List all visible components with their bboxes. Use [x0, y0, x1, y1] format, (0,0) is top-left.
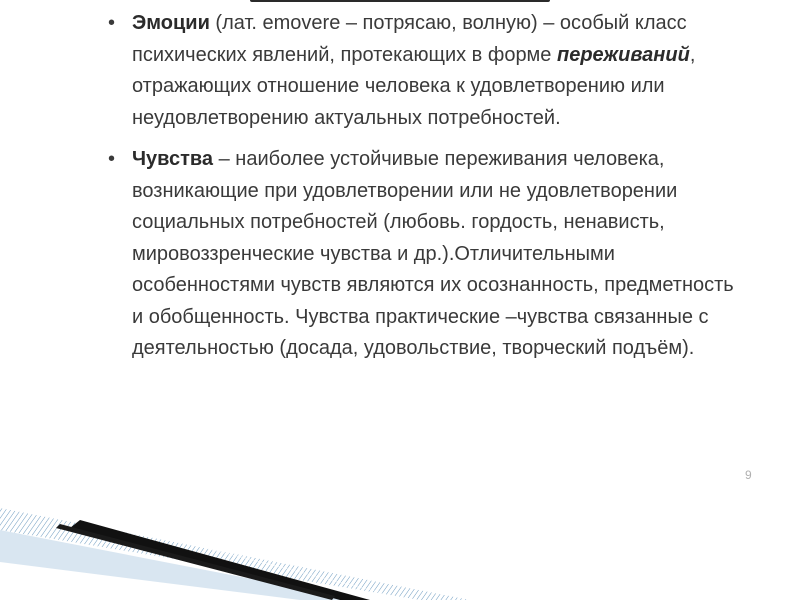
bullet-marker: •	[108, 12, 116, 34]
bullet-emotions	[108, 8, 748, 134]
cropped-title-fragment	[250, 0, 550, 2]
term-emotions: Эмоции	[132, 12, 210, 34]
page-number: 9	[745, 468, 752, 482]
bullet-feelings	[108, 144, 748, 365]
term-feelings: Чувства	[132, 148, 214, 170]
definition-text: – наиболее устойчивые переживания человека, возникающие при удовлетворении или не удовлетворении социальных потребностей (любовь. гордость, ненависть, мировоззренческие чувства и др.).Отличительными особенностями чувств являются их осознанность, предметность и обобщенность. Чувства практические –чувства связанные с деятельностью (досада, удовольствие, творческий подъём).	[132, 148, 734, 359]
corner-decoration	[0, 490, 800, 600]
emphasis-experiences: переживаний	[557, 43, 690, 66]
definition-text: (лат. emovere – потрясаю, волную) – особый класс психических явлений, протекающих в форме	[132, 12, 687, 66]
bullet-marker: •	[108, 148, 116, 170]
definition-text-end: , отражающих отношение человека к удовлетворению или неудовлетворению актуальных потребностей.	[132, 43, 696, 129]
bullet-list	[108, 8, 748, 365]
